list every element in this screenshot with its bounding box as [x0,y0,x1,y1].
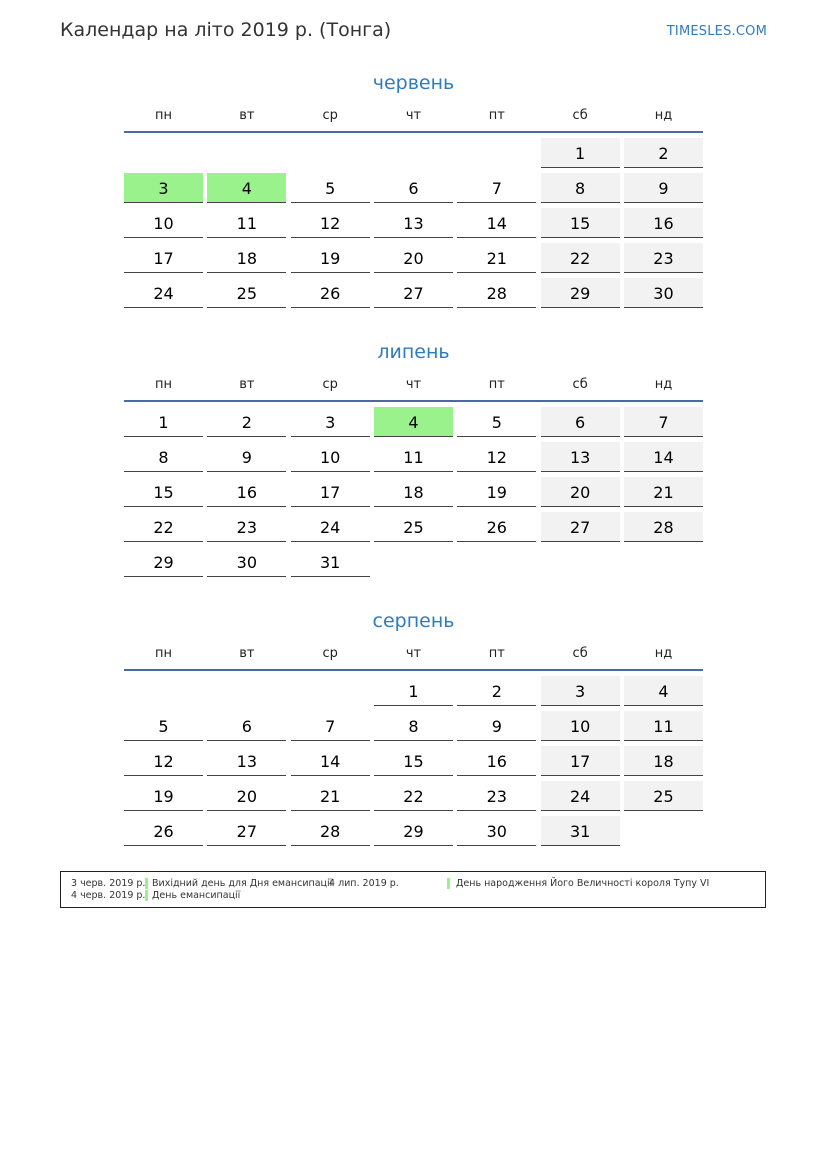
legend-holiday-marker [145,878,148,889]
empty-cell [124,138,203,168]
day-cell: 9 [457,711,536,741]
month-title: серпень [372,610,455,632]
day-cell: 13 [374,208,453,238]
day-cell: 1 [374,676,453,706]
legend-name: День народження Його Величності короля Тупу VI [456,878,710,889]
month-august [124,608,703,846]
day-cell: 5 [124,711,203,741]
day-cell: 31 [291,547,370,577]
empty-cell [291,676,370,706]
day-cell: 10 [541,711,620,741]
day-cell: 20 [374,243,453,273]
day-cell: 17 [541,746,620,776]
empty-cell [374,138,453,168]
day-cell: 7 [457,173,536,203]
day-cell: 15 [541,208,620,238]
weekday-label: чт [405,108,422,123]
day-cell: 27 [374,278,453,308]
day-cell: 27 [541,512,620,542]
weekday-label: вт [239,108,255,123]
day-cell: 21 [457,243,536,273]
weekday-label: чт [405,377,422,392]
day-cell: 6 [374,173,453,203]
weekday-label: ср [322,108,338,123]
day-cell: 11 [207,208,286,238]
holiday-legend [60,871,766,908]
day-grid [124,138,703,308]
day-cell: 16 [624,208,703,238]
day-cell: 16 [457,746,536,776]
day-cell: 19 [457,477,536,507]
day-cell: 5 [457,407,536,437]
day-cell: 17 [124,243,203,273]
day-cell: 9 [624,173,703,203]
day-grid [124,407,703,577]
weekday-label: пт [488,646,505,661]
day-cell: 24 [541,781,620,811]
day-cell-holiday: 4 [207,173,286,203]
day-cell-holiday: 4 [374,407,453,437]
day-cell: 12 [457,442,536,472]
empty-cell [291,138,370,168]
day-cell: 22 [124,512,203,542]
weekday-label: пт [488,377,505,392]
day-cell: 15 [124,477,203,507]
weekday-label: сб [572,108,588,123]
day-cell: 15 [374,746,453,776]
day-cell: 18 [207,243,286,273]
weekday-label: пн [155,646,172,661]
weekday-label: сб [572,377,588,392]
day-cell: 12 [291,208,370,238]
day-cell: 13 [207,746,286,776]
legend-item [329,878,759,890]
day-cell: 17 [291,477,370,507]
day-cell: 29 [374,816,453,846]
month-title: червень [372,72,455,94]
legend-holiday-marker [145,890,148,901]
weekday-label: ср [322,377,338,392]
day-cell: 23 [207,512,286,542]
weekday-label: вт [239,646,255,661]
day-cell: 20 [541,477,620,507]
day-cell: 24 [124,278,203,308]
day-cell: 28 [624,512,703,542]
day-cell: 22 [541,243,620,273]
weekday-header [124,107,703,133]
weekday-label: нд [654,108,673,123]
day-cell: 9 [207,442,286,472]
day-cell: 19 [291,243,370,273]
day-cell: 4 [624,676,703,706]
weekday-label: ср [322,646,338,661]
day-cell: 24 [291,512,370,542]
day-cell: 29 [541,278,620,308]
day-cell: 12 [124,746,203,776]
day-cell: 30 [624,278,703,308]
day-cell: 8 [541,173,620,203]
day-cell: 28 [291,816,370,846]
weekday-label: пт [488,108,505,123]
day-cell: 25 [207,278,286,308]
day-cell: 31 [541,816,620,846]
weekday-label: нд [654,377,673,392]
day-cell: 21 [624,477,703,507]
month-june [124,70,703,308]
day-cell: 2 [624,138,703,168]
empty-cell [207,138,286,168]
day-cell: 3 [291,407,370,437]
day-cell: 19 [124,781,203,811]
day-cell: 26 [291,278,370,308]
day-cell: 30 [457,816,536,846]
day-cell: 3 [541,676,620,706]
day-cell: 11 [624,711,703,741]
day-cell: 20 [207,781,286,811]
day-cell: 25 [374,512,453,542]
day-cell: 2 [457,676,536,706]
day-cell: 1 [541,138,620,168]
day-cell: 10 [124,208,203,238]
weekday-label: нд [654,646,673,661]
day-cell: 30 [207,547,286,577]
legend-date: 4 лип. 2019 р. [329,878,399,889]
legend-item [71,890,451,902]
day-cell: 6 [541,407,620,437]
day-cell: 28 [457,278,536,308]
weekday-header [124,645,703,671]
day-grid [124,676,703,846]
day-cell: 14 [624,442,703,472]
day-cell: 8 [374,711,453,741]
legend-name: Вихідний день для Дня емансипації [152,878,333,889]
day-cell: 8 [124,442,203,472]
legend-date: 3 черв. 2019 р. [71,878,146,889]
day-cell: 18 [624,746,703,776]
day-cell: 13 [541,442,620,472]
legend-holiday-marker [447,878,450,889]
site-link[interactable]: TIMESLES.COM [666,24,767,39]
day-cell: 25 [624,781,703,811]
day-cell: 6 [207,711,286,741]
weekday-label: сб [572,646,588,661]
day-cell: 16 [207,477,286,507]
day-cell: 26 [124,816,203,846]
day-cell: 14 [457,208,536,238]
day-cell: 2 [207,407,286,437]
day-cell: 23 [624,243,703,273]
day-cell: 26 [457,512,536,542]
day-cell: 10 [291,442,370,472]
day-cell: 14 [291,746,370,776]
page-title: Календар на літо 2019 р. (Тонга) [60,19,392,41]
day-cell: 27 [207,816,286,846]
day-cell: 11 [374,442,453,472]
month-july [124,339,703,577]
weekday-label: вт [239,377,255,392]
day-cell: 7 [291,711,370,741]
weekday-label: чт [405,646,422,661]
empty-cell [457,138,536,168]
empty-cell [207,676,286,706]
day-cell-holiday: 3 [124,173,203,203]
day-cell: 5 [291,173,370,203]
weekday-label: пн [155,377,172,392]
weekday-header [124,376,703,402]
day-cell: 22 [374,781,453,811]
month-title: липень [377,341,450,363]
day-cell: 18 [374,477,453,507]
day-cell: 21 [291,781,370,811]
legend-name: День емансипації [152,890,241,901]
day-cell: 1 [124,407,203,437]
legend-date: 4 черв. 2019 р. [71,890,146,901]
day-cell: 23 [457,781,536,811]
day-cell: 29 [124,547,203,577]
weekday-label: пн [155,108,172,123]
day-cell: 7 [624,407,703,437]
empty-cell [124,676,203,706]
